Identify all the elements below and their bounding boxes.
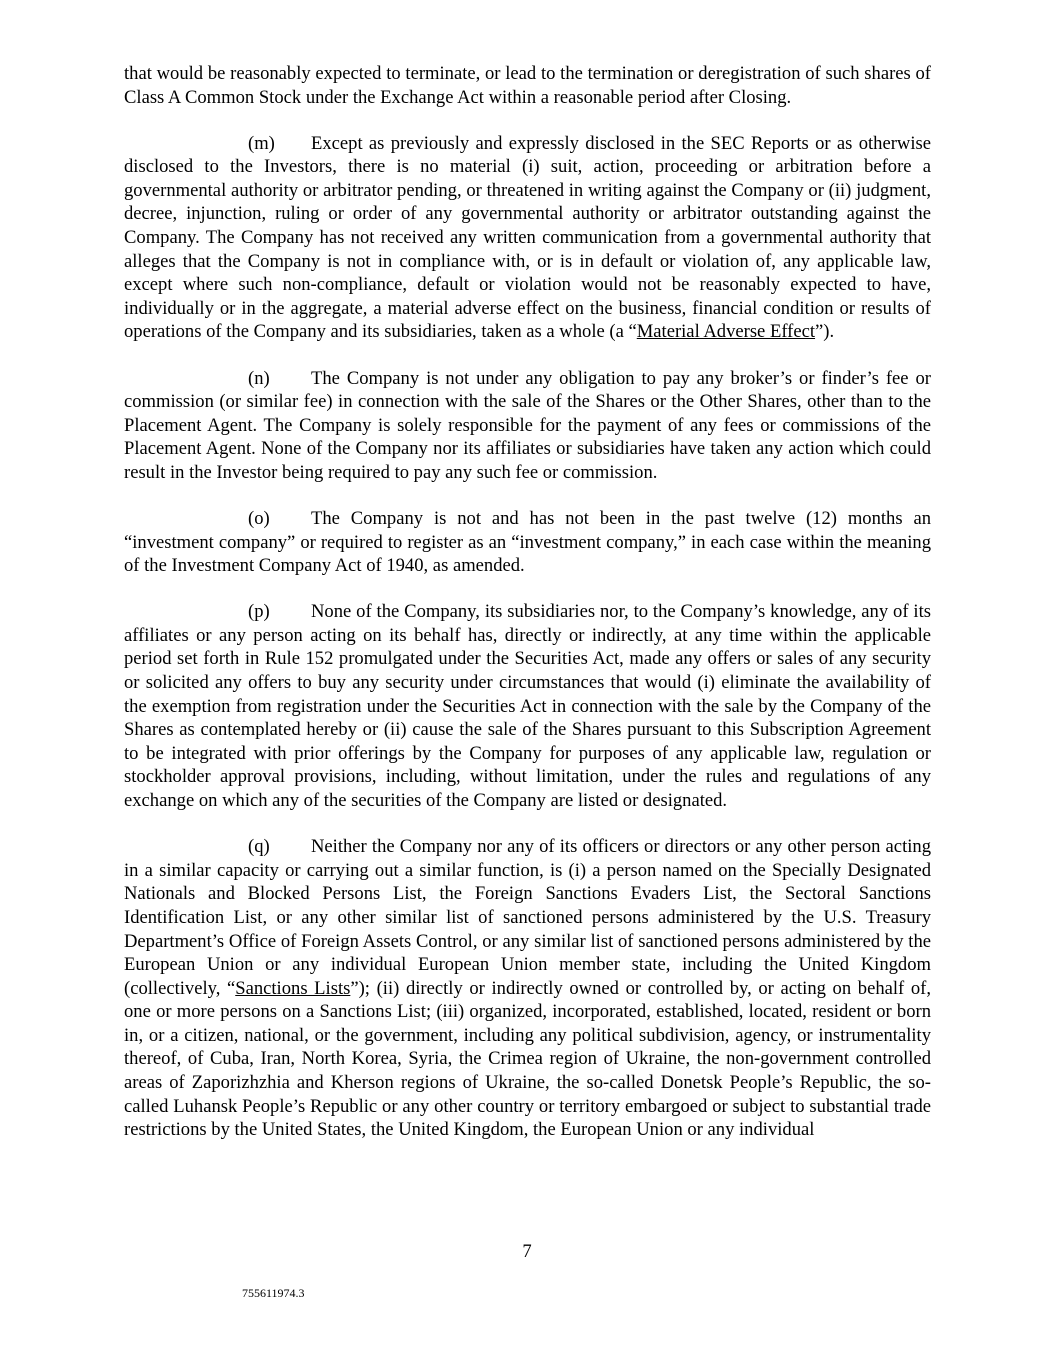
paragraph-o-text: The Company is not and has not been in the past twelve (12) months an “investment company” or required to register as an “investment company,” in each case within the meaning of the Investment Company Act of 1940, as amended. [124,508,931,577]
paragraph-p-label: (p) [248,601,270,623]
paragraph-p [124,600,931,812]
material-adverse-effect-term: Material Adverse Effect [636,321,816,343]
paragraph-n-text: The Company is not under any obligation to pay any broker’s or finder’s fee or commission (or similar fee) in connection with the sale of the Shares or the Other Shares, other than to the Placement Agent. The Company is solely responsible for the payment of any fees or commissions of the Placement Agent. None of the Company nor its affiliates or subsidiaries have taken any action which could result in the Investor being required to pay any such fee or commission. [124,367,931,483]
paragraph-m-label: (m) [248,132,275,154]
paragraph-o-label: (o) [248,508,270,529]
paragraph-n [124,367,931,485]
paragraph-q-label: (q) [248,836,270,858]
page-number: 7 [522,1241,532,1262]
paragraph-q-text-part1: Neither the Company nor any of its officers or directors or any other person acting in a similar capacity or carrying out a similar function, is (i) a person named on the Specially Designated Nationals and Blocked Persons List, the Foreign Sanctions Evaders List, the Sectoral Sanctions Identification List, or any other similar list of sanctioned persons administered by the U.S. Treasury Department’s Office of Foreign Assets Control, or any similar list of sanctioned persons administered by the European Union or any individual European Union member state, including the United Kingdom (collectively, “ [124,836,931,999]
continuation-paragraph: that would be reasonably expected to terminate, or lead to the termination or deregistration of such shares of Class A Common Stock under the Exchange Act within a reasonable period after Closing. [124,63,931,108]
body-text [124,62,931,1164]
paragraph-n-label: (n) [248,367,270,389]
sanctions-lists-term: Sanctions Lists [235,977,351,999]
paragraph-p-text: None of the Company, its subsidiaries nor, to the Company’s knowledge, any of its affiliates or any person acting on its behalf has, directly or indirectly, at any time within the applicable period set forth in Rule 152 promulgated under the Securities Act, made any offers or sales of any security or solicited any offers to buy any security under circumstances that would (i) eliminate the availability of the exemption from registration under the Securities Act in connection with the sale by the Company of the Shares as contemplated hereby or (ii) cause the sale of the Shares pursuant to this Subscription Agreement to be integrated with prior offerings by the Company for purposes of any applicable law, regulation or stockholder approval provisions, including, without limitation, under the rules and regulations of any exchange on which any of the securities of the Company are listed or designated. [124,601,931,812]
paragraph-m-text-part2: ”). [815,321,835,343]
paragraph-q [124,835,931,1142]
paragraph-q-text-part2: ”); (ii) directly or indirectly owned or controlled by, or acting on behalf of, one or more persons on a Sanctions List; (iii) organized, incorporated, established, located, resident or born in, or a citizen, national, or the government, including any political subdivision, agency, or instrumentality thereof, of Cuba, Iran, North Korea, Syria, the Crimea region of Ukraine, the non-government controlled areas of Zaporizhzhia and Kherson regions of Ukraine, the so-called Donetsk People’s Republic, the so-called Luhansk People’s Republic or any other country or territory embargoed or subject to substantial trade restrictions by the United States, the United Kingdom, the European Union or any individual [124,977,931,1141]
paragraph-m [124,132,931,344]
document-id: 755611974.3 [242,1286,305,1300]
paragraph-o [124,507,931,578]
paragraph-m-text-part1: Except as previously and expressly disclosed in the SEC Reports or as otherwise disclosed to the Investors, there is no material (i) suit, action, proceeding or arbitration before a governmental authority or arbitrator pending, or threatened in writing against the Company or (ii) judgment, decree, injunction, ruling or order of any governmental authority or arbitrator outstanding against the Company. The Company has not received any written communication from a governmental authority that alleges that the Company is not in compliance with, or is in default or violation of, any applicable law, except where such non-compliance, default or violation would not be reasonably expected to have, individually or in the aggregate, a material adverse effect on the business, financial condition or results of operations of the Company and its subsidiaries, taken as a whole (a “ [124,132,931,343]
